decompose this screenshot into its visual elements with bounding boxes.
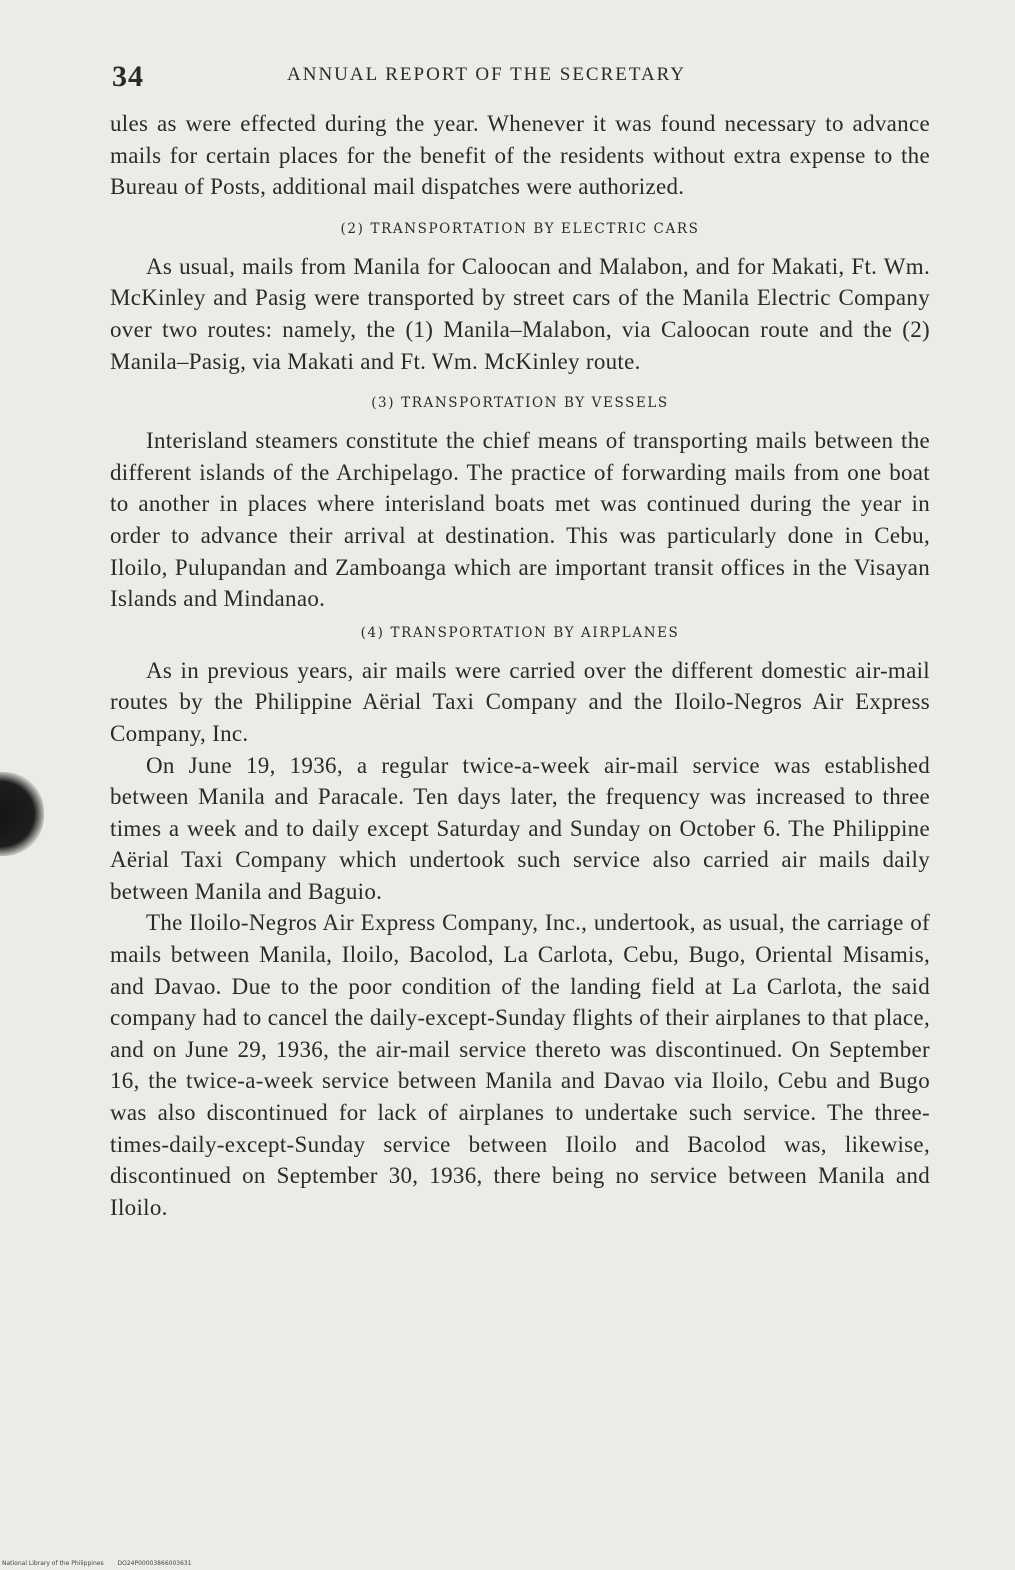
paragraph-electric-cars: As usual, mails from Manila for Caloocan and Malabon, and for Makati, Ft. Wm. McKinley and Pasig were transported by street cars of the Manila Electric Company over two routes: namely, the (1) Manila–Malabon, via Caloocan route and the (2) Manila–Pasig, via Makati and Ft. Wm. McKinley route. [110,253,930,374]
library-credit: National Library of the Philippines [2,1560,104,1567]
section-title: TRANSPORTATION BY ELECTRIC CARS [370,220,700,237]
paragraph-airplanes-intro: As in previous years, air mails were carried over the different domestic air-mail routes by the Philippine Aërial Taxi Company and the Iloilo-Negros Air Express Company, Inc. [110,657,930,746]
paragraph-continuation: ules as were effected during the year. Whenever it was found necessary to advance mails for certain places for the benefit of the residents without extra expense to the Bureau of Posts, additional mail dispatches were authorized. [110,111,930,200]
paragraph-vessels: Interisland steamers constitute the chief means of transporting mails between the different islands of the Archipelago. The practice of forwarding mails from one boat to another in places where interisland boats met was continued during the year in order to advance their arrival at destination. This was particularly done in Cebu, Iloilo, Pulupandan and Zamboanga which are important transit offices in the Visayan Islands and Mindanao. [110,428,930,612]
section-title: TRANSPORTATION BY VESSELS [401,395,669,412]
scan-binding-shadow [0,772,44,856]
section-number: (2) [340,220,365,237]
section-number: (4) [360,624,385,641]
section-number: (3) [371,395,396,412]
page-body [110,108,930,1223]
section-title: TRANSPORTATION BY AIRPLANES [390,624,680,641]
section-heading-vessels [110,395,930,411]
page-header [112,60,932,100]
scan-id: DO24P00003866003631 [117,1560,192,1567]
section-heading-electric-cars [110,221,930,237]
paragraph-airplanes-iloilo-negros: The Iloilo-Negros Air Express Company, Inc., undertook, as usual, the carriage of mails between Manila, Iloilo, Bacolod, La Carlota, Cebu, Bugo, Oriental Misamis, and Davao. Due to the poor condition of the landing field at La Carlota, the said company had to cancel the daily-except-Sunday flights of their airplanes to that place, and on June 29, 1936, the air-mail service thereto was discontinued. On September 16, the twice-a-week service between Manila and Davao via Iloilo, Cebu and Bugo was also discontinued for lack of airplanes to undertake such service. The three-times-daily-except-Sunday service between Iloilo and Bacolod was, likewise, discontinued on September 30, 1936, there being no service between Manila and Iloilo. [110,910,930,1220]
paragraph-airplanes-paracale: On June 19, 1936, a regular twice-a-week air-mail service was established between Manila and Paracale. Ten days later, the frequency was increased to three times a week and to daily except Saturday and Sunday on October 6. The Philippine Aërial Taxi Company which undertook such service also carried air mails daily between Manila and Baguio. [110,752,930,904]
scan-credit [2,1560,204,1567]
page-number: 34 [112,60,144,93]
section-heading-airplanes [110,625,930,641]
running-title: ANNUAL REPORT OF THE SECRETARY [287,64,687,85]
